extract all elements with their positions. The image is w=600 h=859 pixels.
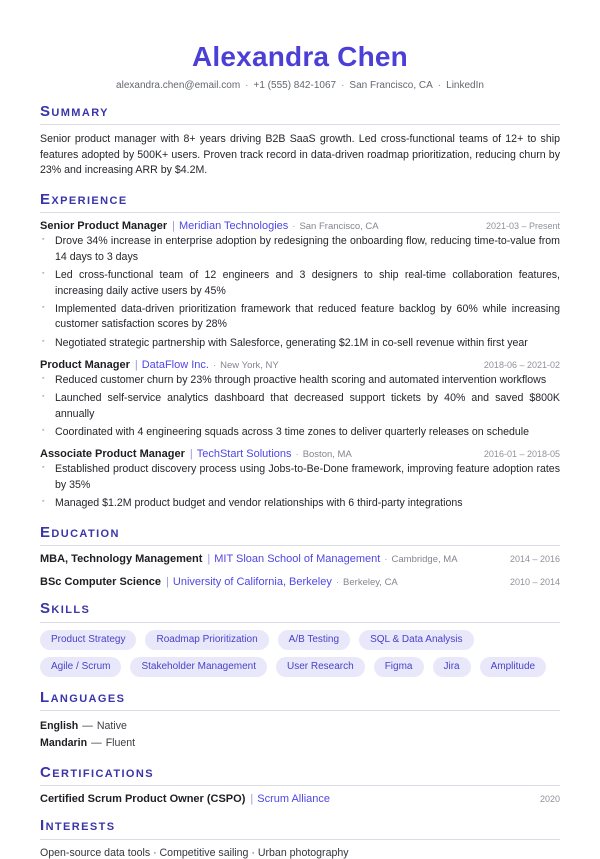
job-entry [40, 359, 560, 440]
job-header [40, 448, 560, 460]
language-level: Fluent [105, 736, 136, 749]
school-link[interactable]: MIT Sloan School of Management [214, 553, 381, 566]
degree-name: BSc Computer Science [40, 576, 162, 589]
interests-heading: Interests [40, 818, 560, 840]
certifications-heading: Certifications [40, 765, 560, 787]
job-bullet: ▪ Established product discovery process using Jobs-to-Be-Done framework, improving feature adoption rates by 35% [40, 462, 560, 493]
languages-heading: Languages [40, 690, 560, 712]
dot-separator: · [212, 360, 217, 371]
resume-header [40, 42, 560, 91]
school-location: Berkeley, CA [343, 577, 398, 589]
job-header [40, 220, 560, 232]
education-dates: 2014 – 2016 [509, 554, 560, 565]
skill-pill: Product Strategy [40, 630, 136, 650]
language-name: Mandarin [40, 736, 88, 749]
section-interests [40, 818, 560, 859]
skill-pill: Jira [433, 657, 471, 677]
pipe-separator: | [166, 576, 169, 589]
degree-name: MBA, Technology Management [40, 553, 203, 566]
skill-pill: Stakeholder Management [130, 657, 267, 677]
job-location: San Francisco, CA [299, 221, 379, 233]
summary-text: Senior product manager with 8+ years driving B2B SaaS growth. Led cross-functional teams of 12+ to ship features adopted by 500K+ users. Proven track record in data-driven roadmap prioritization, reducing churn by 23% and increasing ARR by $4.2M. [40, 133, 560, 177]
education-header [40, 576, 560, 588]
contact-separator: · [437, 79, 442, 91]
education-entry [40, 576, 560, 588]
section-skills [40, 601, 560, 677]
job-bullet: ▪ Negotiated strategic partnership with Salesforce, generating $2.1M in co-sell revenue within first year [40, 336, 560, 351]
contact-separator: · [245, 79, 249, 91]
pipe-separator: | [189, 448, 193, 461]
certification-header [40, 793, 560, 805]
language-item [40, 735, 560, 752]
certification-name: Certified Scrum Product Owner (CSPO) [40, 793, 246, 806]
job-dates: 2016-01 – 2018-05 [483, 449, 560, 460]
language-item [40, 718, 560, 735]
job-entry [40, 448, 560, 511]
section-summary [40, 104, 560, 179]
job-bullet: ▪ Launched self-service analytics dashboard that decreased support tickets by 40% and saved $800K annually [40, 391, 560, 422]
job-entry [40, 220, 560, 351]
job-role: Product Manager [40, 359, 130, 371]
dot-separator: · [335, 577, 340, 589]
dot-separator: · [384, 554, 388, 566]
skill-pill: A/B Testing [278, 630, 350, 650]
education-title-line [40, 553, 458, 565]
job-title-line [40, 448, 352, 460]
interests-text: Open-source data tools · Competitive sailing · Urban photography [40, 846, 349, 859]
job-bullet: ▪ Managed $1.2M product budget and vendor relationships with 6 third-party integrations [40, 496, 560, 511]
language-name: English [40, 720, 79, 733]
section-languages [40, 690, 560, 752]
dash-separator: — [91, 736, 102, 749]
job-role: Senior Product Manager [40, 220, 168, 233]
job-bullet: ▪ Implemented data-driven prioritization framework that reduced feature backlog by 60% while increasing customer satisfaction scores by 28% [40, 302, 560, 333]
dash-separator: — [82, 720, 93, 733]
company-link[interactable]: DataFlow Inc. [141, 359, 209, 371]
email-link[interactable]: alexandra.chen@email.com [116, 79, 241, 91]
education-title-line [40, 576, 398, 588]
job-bullets [40, 373, 560, 440]
job-location: New York, NY [220, 360, 279, 371]
experience-heading: Experience [40, 192, 560, 214]
skill-pill: Agile / Scrum [40, 657, 121, 677]
linkedin-link[interactable]: LinkedIn [446, 79, 484, 91]
education-heading: Education [40, 525, 560, 547]
language-level: Native [96, 720, 127, 733]
person-name: Alexandra Chen [192, 41, 408, 72]
certification-dates: 2020 [539, 794, 560, 805]
job-title-line [40, 220, 379, 232]
job-bullet: ▪ Coordinated with 4 engineering squads across 3 time zones to deliver quarterly releases on schedule [40, 425, 560, 440]
school-link[interactable]: University of California, Berkeley [172, 576, 332, 589]
issuer-link[interactable]: Scrum Alliance [257, 793, 330, 806]
skill-pill: SQL & Data Analysis [359, 630, 473, 650]
education-header [40, 553, 560, 565]
job-bullet: ▪ Led cross-functional team of 12 engineers and 3 designers to ship real-time collaboration features, increasing daily active users by 45% [40, 268, 560, 299]
company-link[interactable]: TechStart Solutions [196, 448, 292, 461]
skills-heading: Skills [40, 601, 560, 623]
contact-separator: · [341, 79, 345, 91]
location-text: San Francisco, CA [349, 79, 433, 91]
job-bullets [40, 462, 560, 511]
job-dates: 2018-06 – 2021-02 [483, 360, 560, 370]
dot-separator: · [292, 221, 296, 233]
job-role: Associate Product Manager [40, 448, 185, 461]
dot-separator: · [295, 449, 299, 461]
section-experience [40, 192, 560, 512]
section-education [40, 525, 560, 589]
job-dates: 2021-03 – Present [485, 221, 560, 232]
job-header [40, 359, 560, 371]
education-entry [40, 553, 560, 565]
job-title-line [40, 359, 279, 371]
certification-title-line [40, 793, 330, 805]
pipe-separator: | [172, 220, 175, 233]
job-bullets [40, 234, 560, 351]
summary-heading: Summary [40, 104, 560, 126]
skill-pill: Roadmap Prioritization [145, 630, 268, 650]
school-location: Cambridge, MA [391, 554, 458, 566]
pipe-separator: | [250, 793, 254, 806]
company-link[interactable]: Meridian Technologies [179, 220, 289, 233]
job-bullet: ▪ Reduced customer churn by 23% through proactive health scoring and automated intervention workflows [40, 373, 560, 388]
skill-pill: User Research [276, 657, 365, 677]
job-bullet: ▪ Drove 34% increase in enterprise adoption by redesigning the onboarding flow, reducing time-to-value from 14 days to 3 days [40, 234, 560, 265]
pipe-separator: | [207, 553, 211, 566]
skills-pill-list [40, 630, 560, 677]
contact-line [40, 80, 560, 91]
skill-pill: Amplitude [480, 657, 546, 677]
skill-pill: Figma [374, 657, 424, 677]
section-certifications [40, 765, 560, 806]
certification-entry [40, 793, 560, 805]
phone-number: +1 (555) 842-1067 [253, 79, 337, 91]
education-dates: 2010 – 2014 [509, 577, 560, 588]
pipe-separator: | [134, 359, 138, 371]
job-location: Boston, MA [302, 449, 352, 461]
